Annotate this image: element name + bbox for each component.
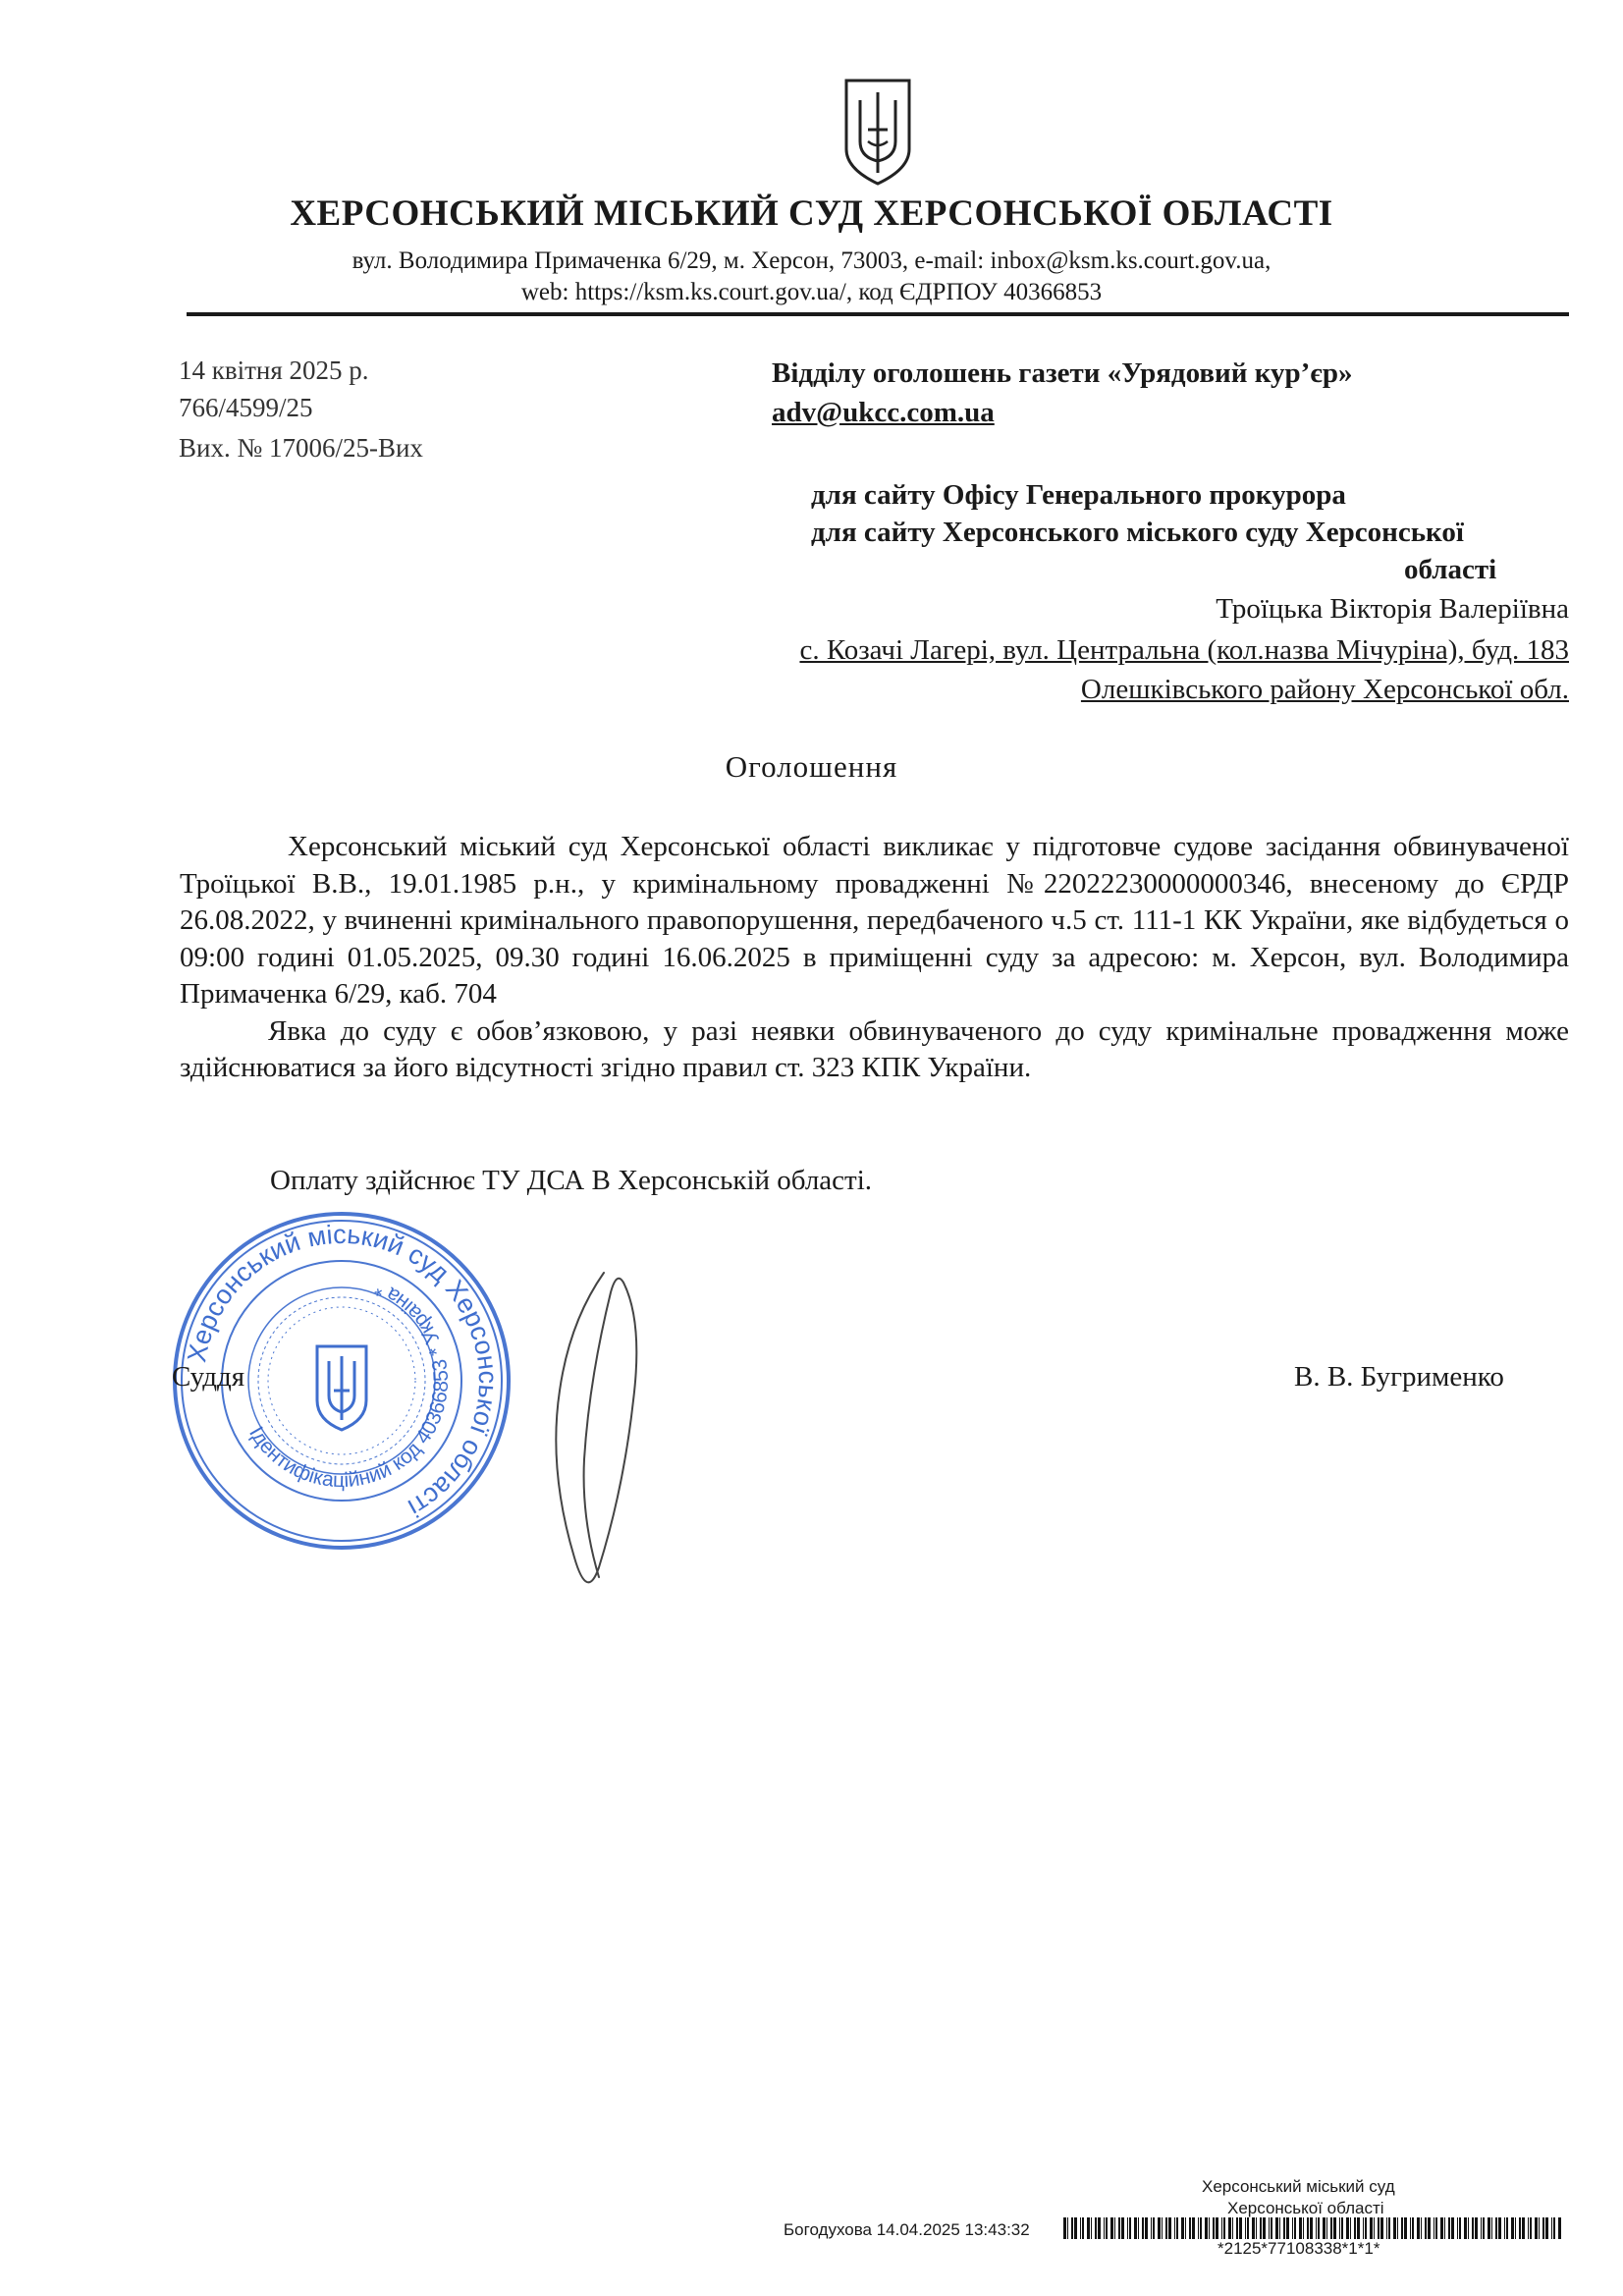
judge-role: Суддя — [172, 1361, 245, 1393]
document-date: 14 квітня 2025 р. — [179, 355, 369, 385]
case-number: 766/4599/25 — [179, 393, 313, 422]
registration-court-line2: Херсонської області — [1227, 2199, 1384, 2217]
payment-note: Оплату здійснює ТУ ДСА В Херсонській області. — [270, 1165, 873, 1196]
svg-text:Ідентифікаційний код 40366853 — [244, 1277, 453, 1492]
court-web: web: https://ksm.ks.court.gov.ua/, код ЄДРПОУ 40366853 — [520, 279, 1103, 305]
judge-name: В. В. Бугрименко — [1294, 1361, 1504, 1393]
recipient-person: Троїцька Вікторія Валеріївна — [1216, 593, 1569, 625]
stamp-inner-text: Ідентифікаційний код 40366853 * Україна * — [243, 1277, 454, 1493]
recipient-court-site-cont: області — [1404, 554, 1497, 585]
recipient-court-site: для сайту Херсонського міського суду Херсонської — [811, 517, 1464, 548]
document-title: Оголошення — [725, 749, 898, 784]
registration-user-time: Богодухова 14.04.2025 13:43:32 — [784, 2220, 1030, 2239]
court-name: ХЕРСОНСЬКИЙ МІСЬКИЙ СУД ХЕРСОНСЬКОЇ ОБЛАСТІ — [290, 193, 1333, 234]
registration-code: *2125*77108338*1*1* — [1217, 2239, 1380, 2258]
outgoing-number: Вих. № 17006/25-Вих — [179, 433, 423, 463]
header-divider — [187, 312, 1569, 316]
stamp-trident-icon — [317, 1346, 366, 1430]
trident-emblem-icon — [839, 71, 917, 189]
recipient-address-line2: Олешківського району Херсонської обл. — [1080, 674, 1569, 705]
barcode-icon — [1063, 2217, 1564, 2239]
recipient-address-line1: с. Козачі Лагері, вул. Центральна (кол.назва Мічуріна), буд. 183 — [799, 634, 1569, 666]
recipient-newspaper: Відділу оголошень газети «Урядовий кур’єр» — [772, 357, 1353, 389]
recipient-prosecutor: для сайту Офісу Генерального прокурора — [811, 479, 1346, 511]
stamp-outer-text: Херсонський міський суд Херсонської області — [182, 1219, 504, 1523]
announcement-paragraph: Херсонський міський суд Херсонської області викликає у підготовче судове засідання обвинуваченої Троїцької В.В., 19.01.1985 р.н., у кримінальному провадженні №22022230000000346, внесеному до ЄРДР 26.08.2022, у вчиненні кримінального правопорушення, передбаченого ч.5 ст. 111-1 КК України, яке відбудеться о 09:00 годині 01.05.2025, 09.30 годині 16.06.2025 в приміщенні суду за адресою: м. Херсон, вул. Володимира Примаченка 6/29, каб. 704 — [180, 831, 1569, 1010]
attendance-paragraph: Явка до суду є обов’язковою, у разі неявки обвинуваченого до суду кримінальне провадження може здійснюватися за його відсутності згідно правил ст. 323 КПК України. — [180, 1014, 1569, 1083]
handwritten-signature — [530, 1263, 668, 1616]
recipient-email: adv@ukcc.com.ua — [772, 397, 995, 428]
registration-court-line1: Херсонський міський суд — [1202, 2177, 1395, 2196]
court-address: вул. Володимира Примаченка 6/29, м. Херсон, 73003, e-mail: inbox@ksm.ks.court.gov.ua, — [352, 247, 1271, 274]
announcement-body — [180, 829, 1569, 1087]
